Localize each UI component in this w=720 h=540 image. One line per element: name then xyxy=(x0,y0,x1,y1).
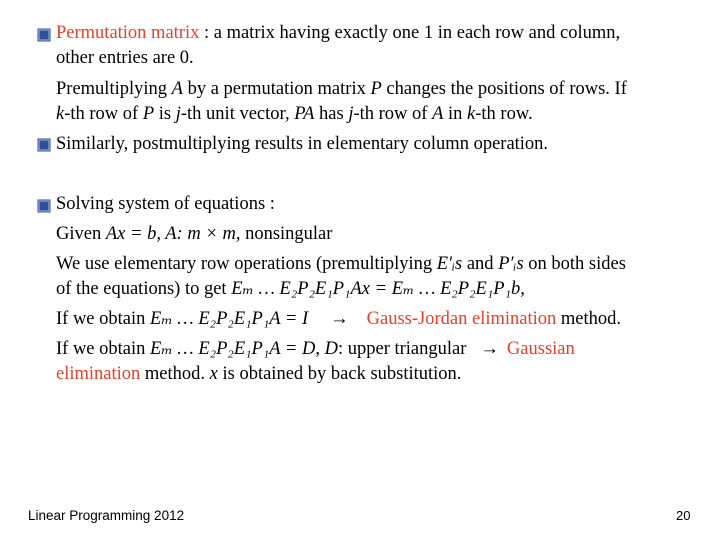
bullet3-last: elimination method. x is obtained by back substitution. xyxy=(56,364,462,384)
term-gauss-jordan: Gauss-Jordan elimination xyxy=(366,309,557,329)
checkbox-bullet-icon xyxy=(36,198,51,213)
checkbox-bullet-icon xyxy=(36,27,51,42)
bullet3-use2: of the equations) to get Eₘ … E₂P₂E₁P₁Ax = Eₘ … E₂P₂E₁P₁b, xyxy=(56,279,525,299)
bullet1-line4: k-th row of P is j-th unit vector, PA has j-th row of A in k-th row. xyxy=(56,104,533,124)
bullet1-line3: Premultiplying A by a permutation matrix P changes the positions of rows. If xyxy=(56,79,627,99)
bullet3-title: Solving system of equations : xyxy=(56,194,275,214)
footer-course-title: Linear Programming 2012 xyxy=(28,508,185,523)
bullet3-if2: If we obtain Eₘ … E₂P₂E₁P₁A = D, D: upper triangular → Gaussian xyxy=(56,339,575,359)
page-number: 20 xyxy=(676,508,691,523)
term-permutation-matrix: Permutation matrix xyxy=(56,23,200,43)
term-elimination: elimination xyxy=(56,364,141,384)
bullet1-line1: Permutation matrix : a matrix having exactly one 1 in each row and column, xyxy=(56,23,621,43)
checkbox-bullet-icon xyxy=(36,137,51,152)
term-gaussian: Gaussian xyxy=(506,339,575,359)
arrow-icon: → xyxy=(330,309,349,329)
bullet1-line2: other entries are 0. xyxy=(56,48,194,68)
bullet2-line: Similarly, postmultiplying results in elementary column operation. xyxy=(56,134,549,154)
bullet3-use1: We use elementary row operations (premultiplying E′ᵢs and P′ᵢs on both sides xyxy=(56,254,626,274)
bullet3-given: Given Ax = b, A: m × m, nonsingular xyxy=(56,224,333,244)
bullet3-if1: If we obtain Eₘ … E₂P₂E₁P₁A = I → Gauss-Jordan elimination method. xyxy=(56,309,621,329)
arrow-icon: → xyxy=(480,339,499,359)
